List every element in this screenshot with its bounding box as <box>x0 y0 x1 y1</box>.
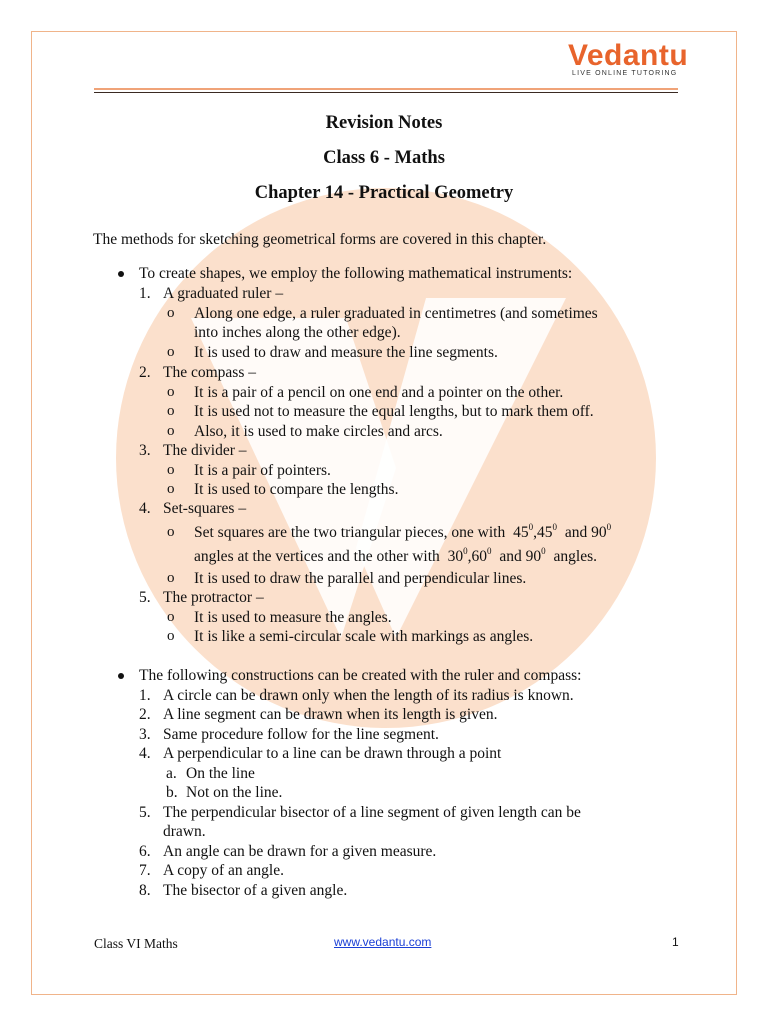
sub-marker-icon: o <box>167 403 175 419</box>
intro-text: The methods for sketching geometrical forms are covered in this chapter. <box>93 231 547 248</box>
item-num: 2. <box>139 364 151 381</box>
list-item: Not on the line. <box>186 784 283 801</box>
list-num: 7. <box>139 862 151 879</box>
item-label: The protractor – <box>163 589 264 606</box>
item-label: The divider – <box>163 442 247 459</box>
item-label: Set-squares – <box>163 500 247 517</box>
list-item: Same procedure follow for the line segment. <box>163 726 439 743</box>
sub-text: It is a pair of pointers. <box>194 462 331 479</box>
list-num: 8. <box>139 882 151 899</box>
bullet-icon <box>118 271 124 277</box>
item-num: 1. <box>139 285 151 302</box>
sub-text: It is used to compare the lengths. <box>194 481 399 498</box>
item-num: 4. <box>139 500 151 517</box>
list-item: A copy of an angle. <box>163 862 284 879</box>
list-num: b. <box>166 784 178 801</box>
bullet-icon <box>118 673 124 679</box>
list-num: 3. <box>139 726 151 743</box>
title-class: Class 6 - Maths <box>323 148 445 168</box>
sub-text: It is a pair of a pencil on one end and a pointer on the other. <box>194 384 564 401</box>
list-item: A line segment can be drawn when its length is given. <box>163 706 498 723</box>
page-number: 1 <box>672 935 679 949</box>
sub-marker-icon: o <box>167 462 175 478</box>
sub-marker-icon: o <box>167 344 175 360</box>
list-item: A circle can be drawn only when the length of its radius is known. <box>163 687 574 704</box>
list-num: 1. <box>139 687 151 704</box>
sub-marker-icon: o <box>167 570 175 586</box>
list-num: a. <box>166 765 177 782</box>
sub-text: It is used to measure the angles. <box>194 609 392 626</box>
sub-marker-icon: o <box>167 609 175 625</box>
item-num: 5. <box>139 589 151 606</box>
list-item: An angle can be drawn for a given measure. <box>163 843 437 860</box>
sub-marker-icon: o <box>167 481 175 497</box>
logo-text: Vedantu <box>568 39 689 72</box>
sub-marker-icon: o <box>167 628 175 644</box>
header-rule <box>94 88 678 90</box>
item-label: A graduated ruler – <box>163 285 284 302</box>
list-item: The bisector of a given angle. <box>163 882 348 899</box>
item-label: The compass – <box>163 364 256 381</box>
list-item: A perpendicular to a line can be drawn through a point <box>163 745 502 762</box>
list-num: 2. <box>139 706 151 723</box>
section2-lead: The following constructions can be created with the ruler and compass: <box>139 667 582 684</box>
sub-text: It is used to draw the parallel and perpendicular lines. <box>194 570 527 587</box>
list-num: 5. <box>139 804 151 821</box>
list-item-cont: drawn. <box>163 823 206 840</box>
list-num: 6. <box>139 843 151 860</box>
vedantu-logo[interactable] <box>568 39 689 82</box>
set-squares-line1: Set squares are the two triangular pieces, one with $45^0,45^0$ and $90^0$ <box>194 522 612 541</box>
sub-text: It is used to draw and measure the line segments. <box>194 344 498 361</box>
sub-marker-icon: o <box>167 524 175 540</box>
header-rule-thin <box>94 92 678 93</box>
sub-text: It is used not to measure the equal lengths, but to mark them off. <box>194 403 594 420</box>
logo-tagline: LIVE ONLINE TUTORING <box>572 70 678 77</box>
sub-marker-icon: o <box>167 384 175 400</box>
set-squares-line2: angles at the vertices and the other with $30^0,60^0$ and $90^0$ angles. <box>194 546 598 565</box>
sub-text: Along one edge, a ruler graduated in centimetres (and sometimes <box>194 305 598 322</box>
list-item: The perpendicular bisector of a line segment of given length can be <box>163 804 581 821</box>
sub-marker-icon: o <box>167 305 175 321</box>
sub-text: It is like a semi-circular scale with markings as angles. <box>194 628 534 645</box>
sub-marker-icon: o <box>167 423 175 439</box>
title-revision-notes: Revision Notes <box>325 113 443 133</box>
footer-class-label: Class VI Maths <box>94 936 178 951</box>
list-num: 4. <box>139 745 151 762</box>
title-chapter: Chapter 14 - Practical Geometry <box>254 183 514 203</box>
section1-lead: To create shapes, we employ the following mathematical instruments: <box>139 265 573 282</box>
sub-text: Also, it is used to make circles and arcs. <box>194 423 443 440</box>
footer-website-link[interactable]: www.vedantu.com <box>334 935 432 949</box>
item-num: 3. <box>139 442 151 459</box>
list-item: On the line <box>186 765 255 782</box>
sub-text: into inches along the other edge). <box>194 324 401 341</box>
